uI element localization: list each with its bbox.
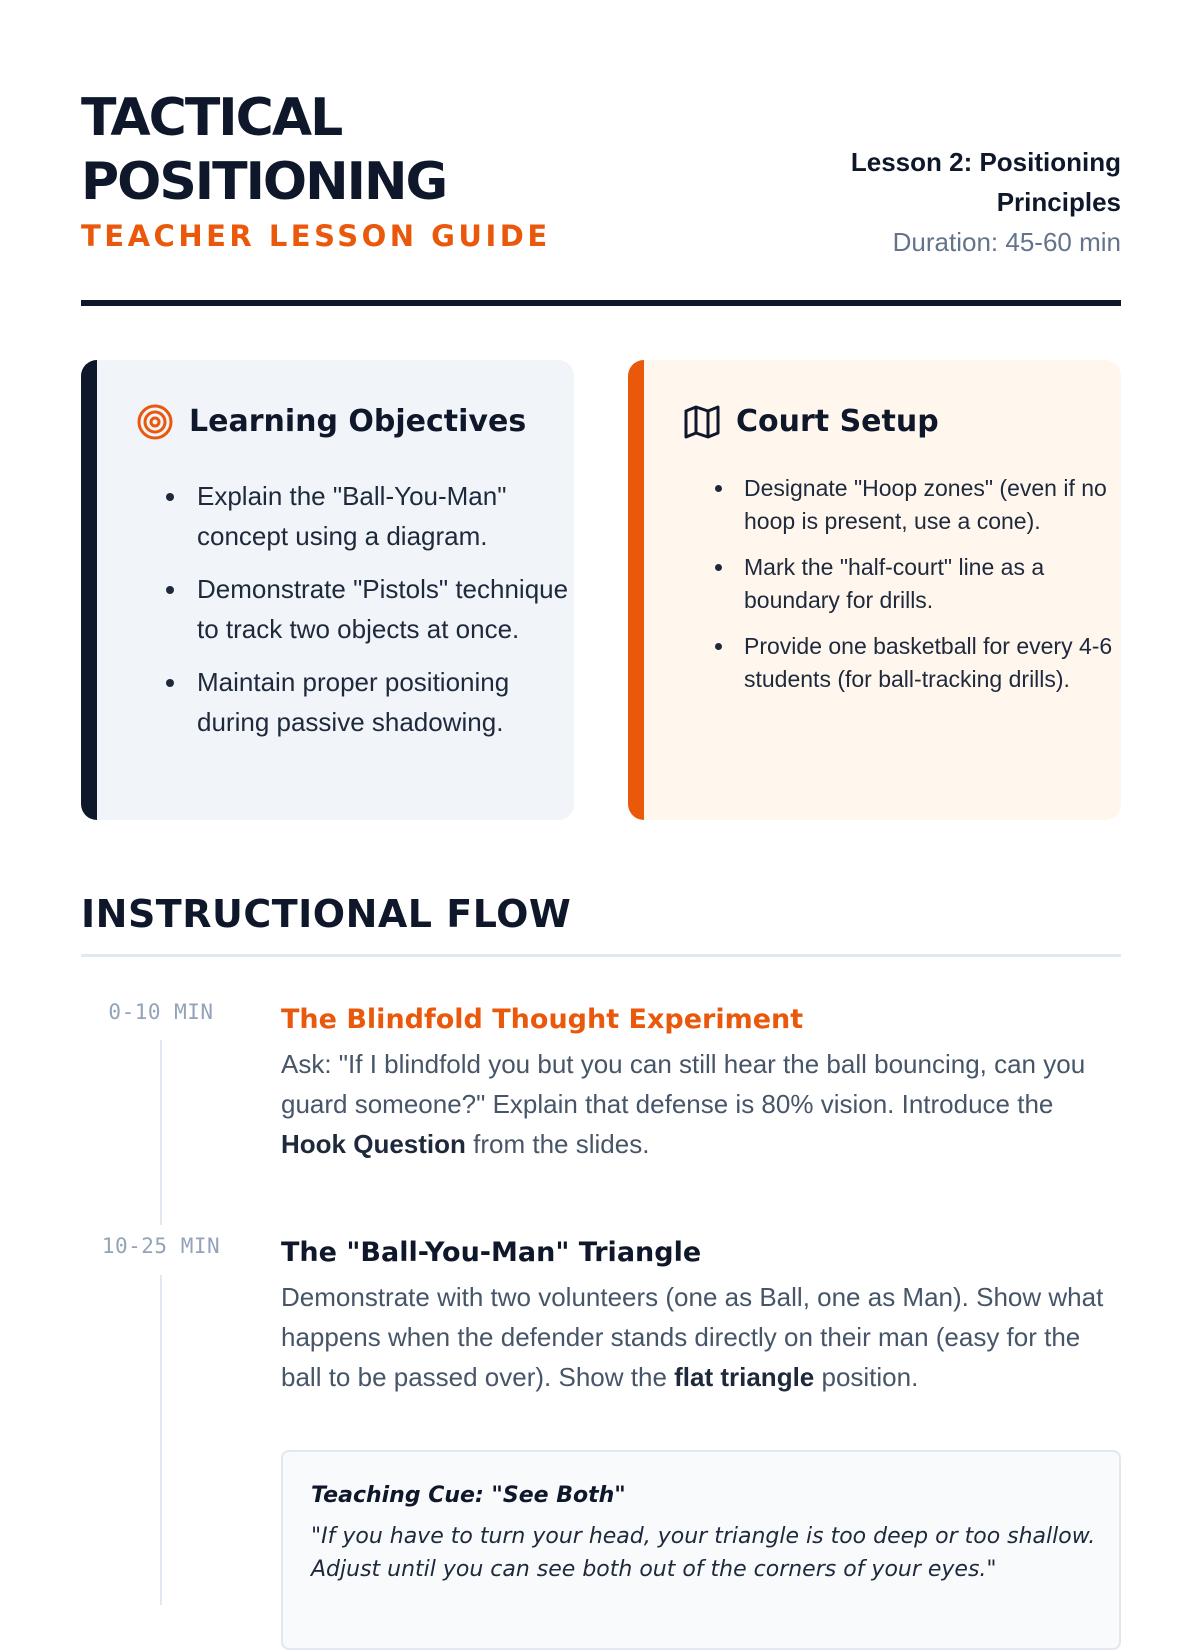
step-title: The "Ball-You-Man" Triangle xyxy=(281,1237,702,1268)
teaching-cue-box xyxy=(281,1450,1121,1650)
header-divider xyxy=(81,300,1121,306)
step-highlight: flat triangle xyxy=(674,1362,815,1392)
title-line-1: TACTICAL xyxy=(81,88,342,148)
court-setup-card xyxy=(628,360,1121,820)
timeline-connector xyxy=(160,1040,162,1225)
objectives-header xyxy=(135,402,526,442)
step-time-label: 0-10 MIN xyxy=(81,1000,241,1024)
flow-step xyxy=(281,1233,1121,1397)
learning-objectives-card xyxy=(81,360,574,820)
teaching-cue-text: "If you have to turn your head, your triangle is too deep or too shallow. Adjust until you can see both out of the corners of your eyes." xyxy=(311,1524,1096,1582)
objectives-list xyxy=(135,476,579,755)
lesson-title-line-2: Principles xyxy=(996,187,1121,217)
title-line-2: POSITIONING xyxy=(81,152,447,212)
lesson-meta xyxy=(801,142,1121,262)
page-header xyxy=(81,86,1121,306)
flow-step xyxy=(281,1000,1121,1164)
lesson-title-line-1: Lesson 2: Positioning xyxy=(850,147,1121,177)
court-setup-item: • Mark the "half-court" line as a boundary for drills. xyxy=(736,551,1126,617)
objectives-heading: Learning Objectives xyxy=(189,404,527,439)
page-subtitle: TEACHER LESSON GUIDE xyxy=(81,219,551,253)
instructional-flow-heading: INSTRUCTIONAL FLOW xyxy=(81,892,572,936)
lesson-duration: Duration: 45-60 min xyxy=(892,227,1121,257)
section-divider xyxy=(81,954,1121,957)
step-text-end: from the slides. xyxy=(465,1129,650,1159)
step-text: Demonstrate with two volunteers (one as Ball, one as Man). Show what happens when the defender stands directly on their man (easy for the ball to be passed over). Show the xyxy=(281,1282,1104,1392)
court-setup-header xyxy=(682,402,939,442)
step-text-end: position. xyxy=(814,1362,919,1392)
teaching-cue-title: Teaching Cue: "See Both" xyxy=(311,1483,626,1508)
step-description xyxy=(281,1277,1121,1397)
court-setup-heading: Court Setup xyxy=(736,404,939,439)
step-highlight: Hook Question xyxy=(281,1129,466,1159)
objective-item: • Maintain proper positioning during passive shadowing. xyxy=(189,662,579,742)
court-setup-item: • Provide one basketball for every 4-6 students (for ball-tracking drills). xyxy=(736,630,1126,696)
step-title: The Blindfold Thought Experiment xyxy=(281,1004,804,1035)
objective-item: • Demonstrate "Pistols" technique to track two objects at once. xyxy=(189,569,579,649)
map-icon xyxy=(682,402,722,442)
step-description xyxy=(281,1044,1121,1164)
court-setup-item: • Designate "Hoop zones" (even if no hoop is present, use a cone). xyxy=(736,472,1126,538)
step-time-label: 10-25 MIN xyxy=(81,1234,241,1258)
court-setup-list xyxy=(682,472,1126,709)
timeline-connector xyxy=(160,1275,162,1605)
target-icon xyxy=(135,402,175,442)
step-text: Ask: "If I blindfold you but you can still hear the ball bouncing, can you guard someone?" Explain that defense is 80% vision. Introduce the xyxy=(281,1049,1086,1119)
objective-item: • Explain the "Ball-You-Man" concept using a diagram. xyxy=(189,476,579,556)
